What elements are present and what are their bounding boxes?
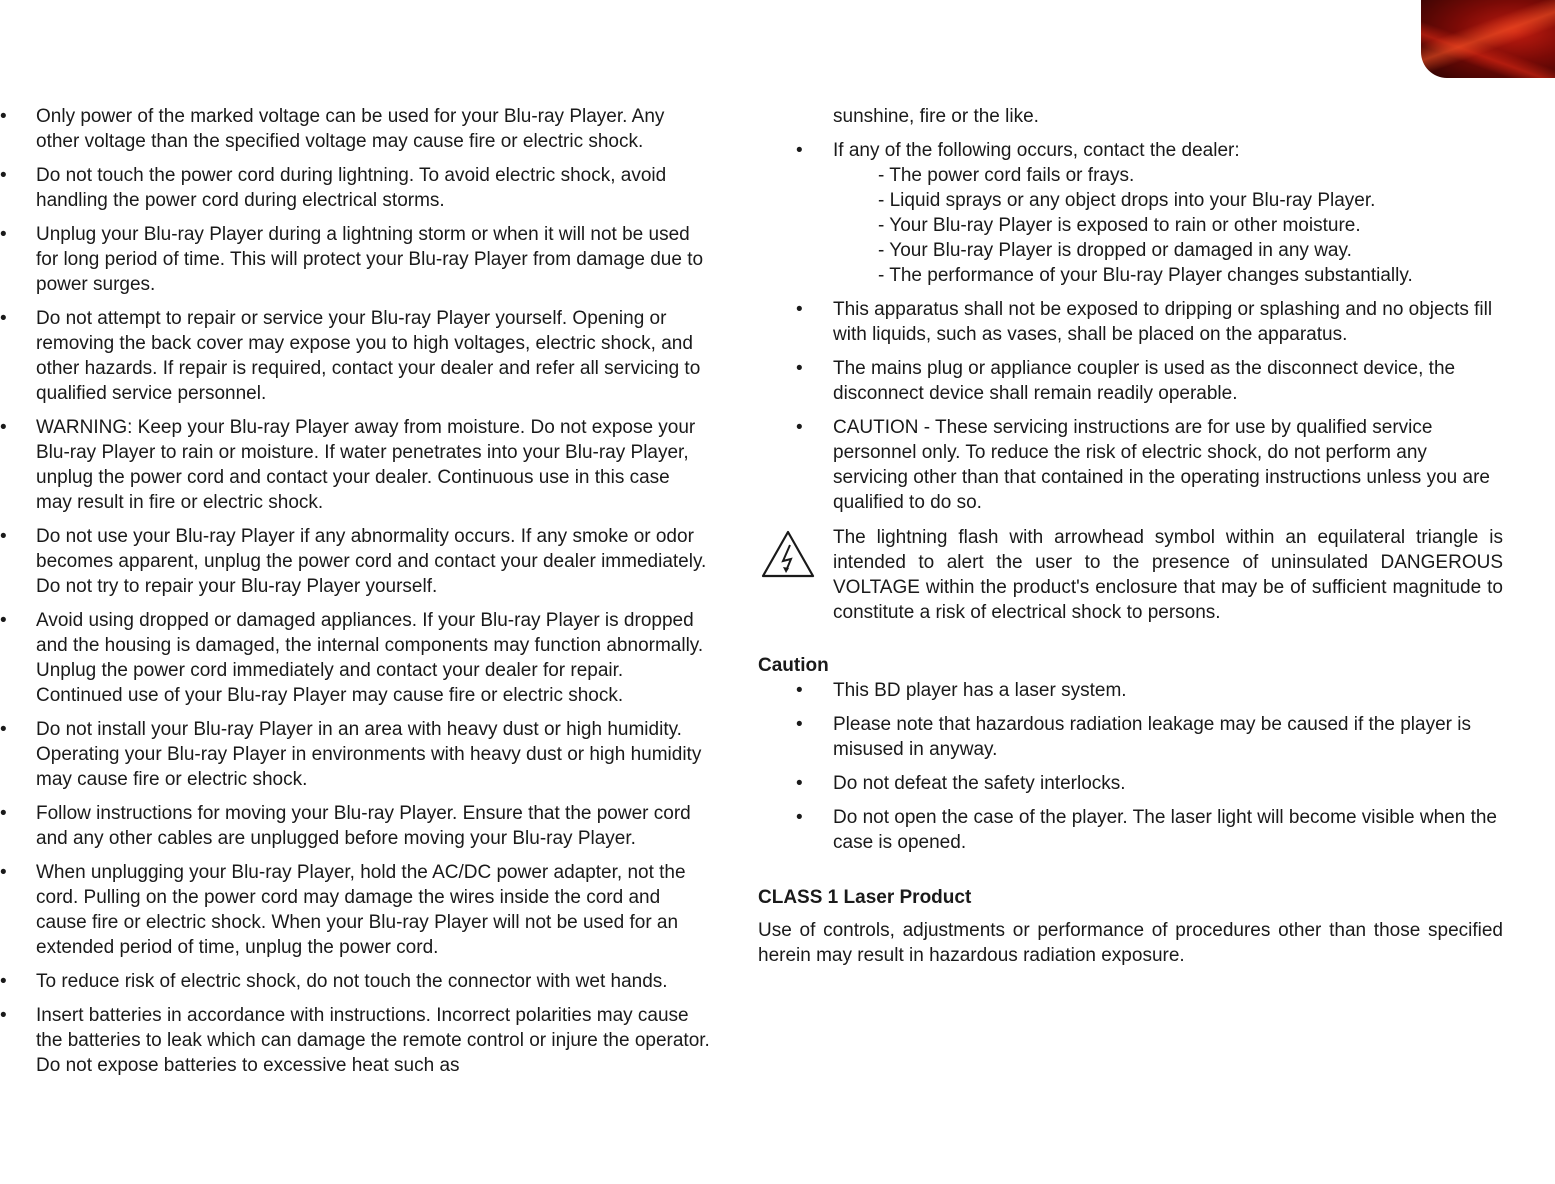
caution-heading: Caution	[758, 655, 829, 676]
sub-list-item: - Your Blu-ray Player is dropped or damaged in any way.	[878, 240, 1352, 261]
list-item: • To reduce risk of electric shock, do not touch the connector with wet hands.	[0, 971, 668, 992]
sub-list-item: - The power cord fails or frays.	[878, 165, 1135, 186]
dealer-sub-list	[833, 163, 1503, 288]
list-item: • Do not defeat the safety interlocks.	[796, 773, 1126, 794]
list-item-text: Do not defeat the safety interlocks.	[833, 773, 1126, 794]
sub-list-item: - Liquid sprays or any object drops into your Blu-ray Player.	[878, 190, 1376, 211]
lightning-warning-triangle-icon	[760, 529, 816, 579]
list-item: • Do not use your Blu-ray Player if any abnormality occurs. If any smoke or odor becomes apparent, unplug the power cord and contact your dealer immediately. Do not try to repair your Blu-ray Player yourself.	[0, 526, 707, 597]
dealer-item-text: If any of the following occurs, contact the dealer:	[833, 140, 1240, 161]
lightning-warning-block	[758, 525, 1503, 625]
list-item: • Do not open the case of the player. The laser light will become visible when the case is opened.	[796, 807, 1497, 853]
list-item-text: Do not touch the power cord during lightning. To avoid electric shock, avoid handling the power cord during electrical storms.	[36, 165, 667, 211]
list-item: • Insert batteries in accordance with instructions. Incorrect polarities may cause the batteries to leak which can damage the remote control or injure the operator. Do not expose batteries to excessive heat such as	[0, 1005, 710, 1076]
continued-text: sunshine, fire or the like.	[833, 106, 1039, 127]
list-item-text: Avoid using dropped or damaged appliances. If your Blu-ray Player is dropped and the housing is damaged, the internal components may function abnormally. Unplug the power cord immediately and contact your dealer for repair. Continued use of your Blu-ray Player may cause fire or electric shock.	[36, 610, 704, 706]
dealer-list-item: • If any of the following occurs, contact the dealer: - The power cord fails or frays. - Liquid sprays or any object drops into your Blu-ray Player. - Your Blu-ray Player is exposed to rain or other moisture. - Your Blu-ray Player is dropped or damaged in any way. - The performance of your Blu-ray Player changes substantially.	[758, 138, 1503, 288]
list-item-text: Please note that hazardous radiation leakage may be caused if the player is misused in anyway.	[833, 714, 1471, 760]
list-item-text: WARNING: Keep your Blu-ray Player away from moisture. Do not expose your Blu-ray Player to rain or moisture. If water penetrates into your Blu-ray Player, unplug the power cord and contact your dealer. Continuous use in this case may result in fire or electric shock.	[36, 417, 696, 513]
list-item: • CAUTION - These servicing instructions are for use by qualified service personnel only. To reduce the risk of electric shock, do not perform any servicing other than that contained in the operating instructions unless you are qualified to do so.	[796, 417, 1490, 513]
list-item: • Only power of the marked voltage can be used for your Blu-ray Player. Any other voltage than the specified voltage may cause fire or electric shock.	[0, 106, 665, 152]
list-item: • Do not touch the power cord during lightning. To avoid electric shock, avoid handling the power cord during electrical storms.	[0, 165, 667, 211]
list-item-text: Unplug your Blu-ray Player during a lightning storm or when it will not be used for long period of time. This will protect your Blu-ray Player from damage due to power surges.	[36, 224, 704, 295]
list-item: • Do not attempt to repair or service your Blu-ray Player yourself. Opening or removing the back cover may expose you to high voltages, electric shock, and other hazards. If repair is required, contact your dealer and refer all servicing to qualified service personnel.	[0, 308, 701, 404]
brand-corner-graphic	[1421, 0, 1555, 78]
class1-text: Use of controls, adjustments or performance of procedures other than those specified herein may result in hazardous radiation exposure.	[758, 920, 1503, 966]
list-item: • When unplugging your Blu-ray Player, hold the AC/DC power adapter, not the cord. Pulling on the power cord may damage the wires inside the cord and cause fire or electric shock. When your Blu-ray Player will not be used for an extended period of time, unplug the power cord.	[0, 862, 686, 958]
list-item-text: This BD player has a laser system.	[833, 680, 1127, 701]
list-item: • This apparatus shall not be exposed to dripping or splashing and no objects fill with liquids, such as vases, shall be placed on the apparatus.	[796, 299, 1493, 345]
list-item: • This BD player has a laser system.	[796, 680, 1127, 701]
list-item-text: Do not install your Blu-ray Player in an area with heavy dust or high humidity. Operating your Blu-ray Player in environments with heavy dust or high humidity may cause fire or electric shock.	[36, 719, 702, 790]
safety-list-right	[758, 138, 1503, 515]
class1-heading: CLASS 1 Laser Product	[758, 887, 972, 908]
list-item: • Unplug your Blu-ray Player during a lightning storm or when it will not be used for long period of time. This will protect your Blu-ray Player from damage due to power surges.	[0, 224, 704, 295]
list-item: • Do not install your Blu-ray Player in an area with heavy dust or high humidity. Operating your Blu-ray Player in environments with heavy dust or high humidity may cause fire or electric shock.	[0, 719, 702, 790]
list-item-text: When unplugging your Blu-ray Player, hold the AC/DC power adapter, not the cord. Pulling on the power cord may damage the wires inside the cord and cause fire or electric shock. When your Blu-ray Player will not be used for an extended period of time, unplug the power cord.	[36, 862, 686, 958]
list-item-text: This apparatus shall not be exposed to dripping or splashing and no objects fill with liquids, such as vases, shall be placed on the apparatus.	[833, 299, 1493, 345]
safety-list-left	[0, 104, 710, 1078]
sub-list-item: - Your Blu-ray Player is exposed to rain or other moisture.	[878, 215, 1361, 236]
list-item: • Follow instructions for moving your Blu-ray Player. Ensure that the power cord and any other cables are unplugged before moving your Blu-ray Player.	[0, 803, 691, 849]
lightning-warning-text: The lightning flash with arrowhead symbol within an equilateral triangle is intended to alert the user to the presence of uninsulated DANGEROUS VOLTAGE within the product's enclosure that may be of sufficient magnitude to constitute a risk of electrical shock to persons.	[833, 527, 1503, 623]
list-item-text: Only power of the marked voltage can be used for your Blu-ray Player. Any other voltage than the specified voltage may cause fire or electric shock.	[36, 106, 665, 152]
list-item: • The mains plug or appliance coupler is used as the disconnect device, the disconnect device shall remain readily operable.	[796, 358, 1456, 404]
list-item-text: Do not use your Blu-ray Player if any abnormality occurs. If any smoke or odor becomes apparent, unplug the power cord and contact your dealer immediately. Do not try to repair your Blu-ray Player yourself.	[36, 526, 707, 597]
right-column	[758, 104, 1503, 968]
list-item-text: Do not open the case of the player. The laser light will become visible when the case is opened.	[833, 807, 1497, 853]
list-item-text: The mains plug or appliance coupler is used as the disconnect device, the disconnect device shall remain readily operable.	[833, 358, 1456, 404]
list-item: • Avoid using dropped or damaged appliances. If your Blu-ray Player is dropped and the housing is damaged, the internal components may function abnormally. Unplug the power cord immediately and contact your dealer for repair. Continued use of your Blu-ray Player may cause fire or electric shock.	[0, 610, 704, 706]
list-item-text: To reduce risk of electric shock, do not touch the connector with wet hands.	[36, 971, 668, 992]
sub-list-item: - The performance of your Blu-ray Player changes substantially.	[878, 265, 1413, 286]
list-item-text: Follow instructions for moving your Blu-ray Player. Ensure that the power cord and any other cables are unplugged before moving your Blu-ray Player.	[36, 803, 691, 849]
list-item: • WARNING: Keep your Blu-ray Player away from moisture. Do not expose your Blu-ray Player to rain or moisture. If water penetrates into your Blu-ray Player, unplug the power cord and contact your dealer. Continuous use in this case may result in fire or electric shock.	[0, 417, 696, 513]
list-item-text: CAUTION - These servicing instructions are for use by qualified service personnel only. To reduce the risk of electric shock, do not perform any servicing other than that contained in the operating instructions unless you are qualified to do so.	[833, 417, 1490, 513]
list-item-text: Do not attempt to repair or service your Blu-ray Player yourself. Opening or removing the back cover may expose you to high voltages, electric shock, and other hazards. If repair is required, contact your dealer and refer all servicing to qualified service personnel.	[36, 308, 701, 404]
caution-list	[758, 678, 1503, 855]
left-column	[0, 104, 710, 1087]
list-item-text: Insert batteries in accordance with instructions. Incorrect polarities may cause the batteries to leak which can damage the remote control or injure the operator. Do not expose batteries to excessive heat such as	[36, 1005, 710, 1076]
list-item: • Please note that hazardous radiation leakage may be caused if the player is misused in anyway.	[796, 714, 1471, 760]
